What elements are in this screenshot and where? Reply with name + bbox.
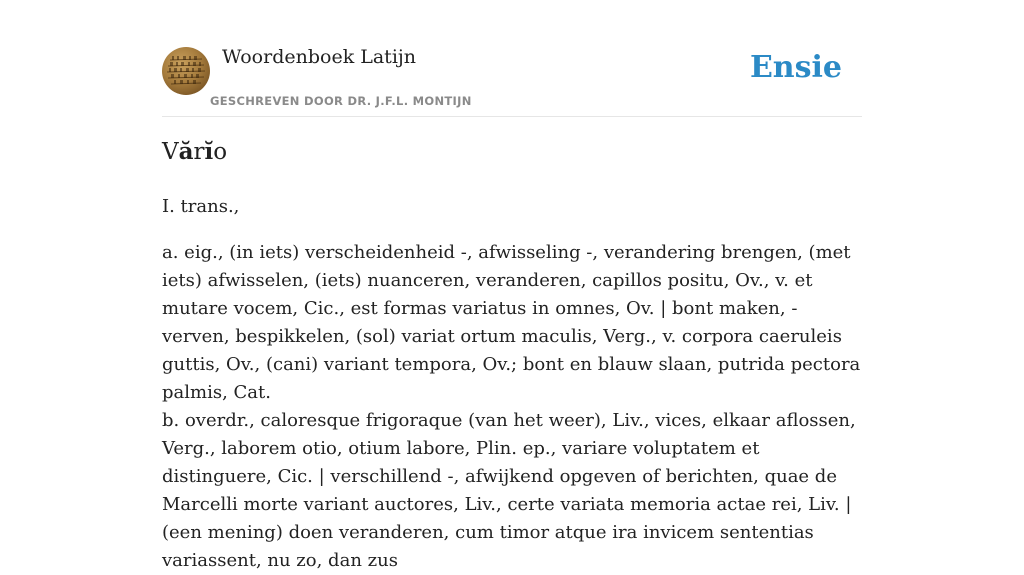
entry-definition — [162, 239, 862, 575]
ensie-logo-link[interactable]: Ensie — [749, 50, 842, 85]
headword-part: V — [162, 139, 179, 165]
headword-part: o — [213, 139, 228, 165]
sense-intro: I. trans., — [162, 196, 240, 217]
headword-part: ă — [178, 138, 194, 165]
latin-inscription-coin-icon[interactable] — [162, 47, 210, 95]
author-byline: GESCHREVEN DOOR DR. J.F.L. MONTIJN — [210, 94, 472, 108]
site-header — [162, 0, 862, 117]
definition-paragraph-b: b. overdr., caloresque frigoraque (van het weer), Liv., vices, elkaar aflossen, Verg., laborem otio, otium labore, Plin. ep., variare voluptatem et distinguere, Cic. | verschillend -, afwijkend opgeven of berichten, quae de Marcelli morte variant auctores, Liv., certe variata memoria actae rei, Liv. | (een mening) doen veranderen, cum timor atque ira invicem sententias variassent, nu zo, dan zus — [162, 410, 856, 571]
headword-part: r — [193, 139, 205, 165]
definition-paragraph-a: a. eig., (in iets) verscheidenheid -, afwisseling -, verandering brengen, (met iets) afwisselen, (iets) nuanceren, veranderen, capillos positu, Ov., v. et mutare vocem, Cic., est formas variatus in omnes, Ov. | bont maken, - verven, bespikkelen, (sol) variat ortum maculis, Verg., v. corpora caeruleis guttis, Ov., (cani) variant tempora, Ov.; bont en blauw slaan, putrida pectora palmis, Cat. — [162, 242, 861, 403]
page — [162, 0, 862, 571]
site-title[interactable]: Woordenboek Latijn — [222, 46, 417, 68]
headword-part: ĭ — [204, 138, 214, 165]
entry-headword — [162, 138, 227, 165]
